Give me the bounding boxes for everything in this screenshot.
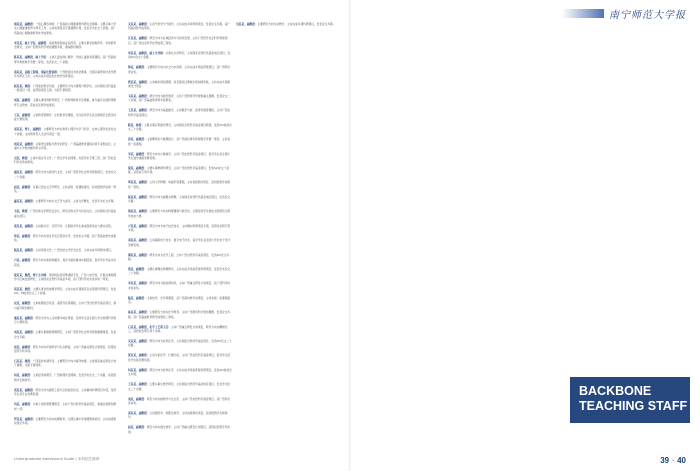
staff-bio: 主讲中国古代文学，广西文学学会理事，出版学术专著三部，获广西社会科学优秀成果奖。 bbox=[14, 156, 117, 165]
staff-name: 黄某某，副教授： bbox=[14, 387, 36, 392]
staff-name: 邓某某，副教授： bbox=[128, 238, 150, 243]
staff-entry bbox=[14, 402, 118, 411]
staff-name: 赵某，副教授： bbox=[128, 425, 147, 430]
staff-entry bbox=[14, 41, 118, 50]
staff-name: 李某某，硕士学位，副教授： bbox=[14, 40, 49, 45]
staff-name: 张某某，副教授： bbox=[128, 353, 150, 358]
staff-entry bbox=[128, 353, 232, 362]
staff-entry bbox=[14, 316, 118, 325]
staff-entry bbox=[128, 296, 232, 305]
staff-name: 钟某，副教授： bbox=[128, 65, 147, 70]
staff-bio: 主讲外国文学，广西比较文学学会会员，主持完成多项教改项目。 bbox=[35, 248, 114, 253]
staff-name: 林某某，副教授： bbox=[128, 310, 150, 315]
staff-bio: 主要研究方向为水文与水资源，主持完成多项省部级项目，获广西科技进步奖。 bbox=[128, 65, 231, 74]
staff-entry bbox=[14, 287, 118, 296]
staff-name: 胡某某，副教授： bbox=[14, 22, 36, 26]
staff-entry bbox=[14, 234, 118, 243]
backbone-banner bbox=[570, 377, 690, 423]
staff-bio: 研究方向为有机化学，主持国家自然科学基金项目，发表SCI论文二十余篇。 bbox=[128, 338, 232, 348]
staff-bio: 研究方向为测绘工程与空间信息技术，主持横向科研项目多项，指导学生获专业竞赛奖项。 bbox=[14, 387, 117, 397]
staff-name: 何某，副教授： bbox=[14, 373, 33, 378]
staff-bio: 主要从事生物学研究，主持国家自然科学基金地区项目，发表学术论文二十余篇。 bbox=[128, 382, 231, 391]
staff-name: 陆某某，副教授： bbox=[14, 248, 36, 253]
staff-entry bbox=[14, 301, 118, 310]
staff-bio: 主要研究方向为动物学，主持完成多项科研项目，发表论文多篇。 bbox=[257, 22, 336, 26]
staff-entry bbox=[128, 65, 232, 74]
staff-name: 覃某某，副教授： bbox=[128, 180, 150, 185]
footer-left bbox=[14, 457, 99, 462]
staff-bio: 研究方向为凝聚态物理，主持国家自然科学基金地区项目，发表论文多篇。 bbox=[128, 194, 231, 204]
staff-name: 卢某某，副教授： bbox=[128, 223, 150, 228]
staff-name: 卢某，副教授： bbox=[14, 258, 33, 263]
staff-entry bbox=[128, 51, 232, 60]
staff-name: 何某某，副教授： bbox=[128, 367, 150, 372]
staff-name: 石某某，副教授，化学工艺系主任： bbox=[128, 324, 171, 329]
staff-name: 农某，副教授： bbox=[14, 301, 33, 306]
staff-bio: 主讲遗传学、细胞生物学，主持省级教改项目，获校级教学名师称号。 bbox=[128, 410, 228, 420]
staff-bio: 主要从事应用数学研究，主持国家自然科学基金项目两项，发表SCI收录论文三十余篇。 bbox=[128, 122, 232, 132]
staff-entry bbox=[128, 281, 232, 290]
staff-bio: 研究方向为语言学及应用语言学，发表论文多篇，获广西高校教学成果奖。 bbox=[14, 233, 117, 243]
staff-name: 梁某，副教授： bbox=[128, 266, 147, 271]
staff-name: 关某某，副教授： bbox=[128, 22, 150, 26]
text-column-3 bbox=[236, 22, 344, 32]
staff-bio: 研究方向为微生物学，主持广西重点研发计划项目，获授权发明专利多项。 bbox=[128, 425, 231, 434]
staff-bio: 研究方向为数学教育，主持广西教育科学规划重点课题，发表论文二十余篇，获广西基础教育教学成果奖。 bbox=[128, 94, 231, 103]
staff-entry bbox=[14, 55, 118, 64]
page-number-b: 40 bbox=[677, 456, 686, 465]
staff-bio: 国务院政府特殊津贴专家，广西八桂学者，长期从事地理学与区域发展研究，主持国家自然科学基金多项，获广西科学技术进步奖一等奖。 bbox=[14, 272, 117, 281]
staff-bio: 高校教师资格证获得者，主要从事学前教育学、学前教育史研究，主持广西教育科学规划课题多项，参编教材两部。 bbox=[14, 40, 117, 50]
staff-name: 黄某，副教授： bbox=[128, 137, 147, 142]
staff-name: 王某某，副教授： bbox=[128, 108, 150, 113]
section-title: 南宁师范大学报 bbox=[609, 10, 686, 21]
staff-entry bbox=[14, 98, 118, 107]
staff-bio: 主讲热学、光学等课程，获广西高校教学成果奖，主持省级一流课程建设。 bbox=[128, 295, 231, 305]
staff-entry bbox=[14, 156, 118, 165]
staff-entry bbox=[128, 382, 232, 391]
section-header bbox=[562, 6, 686, 21]
staff-entry bbox=[128, 224, 232, 233]
staff-bio: 研究方向为电子信息技术，主持横向科研项目多项，获授权发明专利多项。 bbox=[128, 223, 231, 233]
staff-bio: 主讲地理信息系统、遥感导论等课程，主持广西自然科学基金项目，参与编写规划教材。 bbox=[14, 301, 117, 310]
staff-name: 莫某某，教授： bbox=[14, 286, 33, 291]
footer-left-text: Undergraduate Admissions Guide | 本科招生简章 bbox=[14, 457, 100, 461]
staff-bio: 研究方向为植物学与生态学，主持广西自然科学基金项目，获广西科技进步奖。 bbox=[128, 396, 231, 405]
staff-entry bbox=[14, 330, 118, 339]
header-gradient-bar bbox=[562, 9, 604, 18]
staff-bio: 主要研究方向为文艺学与美学，主讲文学概论，发表学术论文多篇。 bbox=[35, 199, 117, 204]
staff-bio: 研究方向为基础数学，主讲数学分析、高等代数等课程，主持广西自然科学基金项目。 bbox=[128, 108, 231, 117]
staff-entry bbox=[14, 209, 118, 218]
staff-bio: 研究方向为光学工程，主持广西自然科学基金项目，发表SCI论文多篇。 bbox=[128, 252, 230, 261]
staff-bio: 从事语文课程与教学论研究，广西基础教育课程改革专家组成员，主编中小学教材辅导用书多部。 bbox=[14, 141, 117, 151]
staff-bio: 从事生态学研究，主持国家自然科学基金地区项目，发表SCI论文十余篇。 bbox=[128, 50, 231, 60]
staff-entry bbox=[14, 142, 118, 151]
staff-bio: 主要从事物理学研究，主持广西自然科学基金项目，发表SCI论文十余篇，获授权专利多项。 bbox=[128, 166, 230, 175]
staff-entry bbox=[14, 70, 118, 79]
staff-entry bbox=[14, 258, 118, 267]
staff-entry bbox=[128, 397, 232, 406]
staff-bio: 研究方向为材料化学，主持完成多项省部级科研项目，发表SCI收录论文多篇。 bbox=[128, 367, 232, 377]
staff-entry bbox=[14, 273, 118, 282]
staff-entry bbox=[128, 238, 232, 247]
staff-bio: 广西教育技术协会理事，长期从事教育技术学教学与研究工作，主持完成多项信息化教学改革项目。 bbox=[14, 69, 117, 79]
staff-bio: 主要从事理论物理研究，主持完成多项省部级科研项目，发表学术论文二十余篇。 bbox=[128, 266, 231, 276]
staff-entry bbox=[14, 417, 118, 426]
staff-entry bbox=[128, 94, 232, 103]
staff-bio: 主讲概率论与数理统计，获广西高校青年教师教学竞赛一等奖，主持省级一流课程。 bbox=[128, 137, 231, 146]
staff-entry bbox=[128, 80, 232, 89]
staff-entry bbox=[128, 180, 232, 189]
staff-bio: 研究方向为环境科学与生态修复，主持广西重点研发计划项目，获授权发明专利多项。 bbox=[14, 344, 117, 353]
staff-bio: 主要研究方向为物理课程与教学论，长期指导学生参加全国师范生教学技能大赛。 bbox=[128, 209, 231, 218]
staff-name: 潘某某，副教授： bbox=[14, 315, 36, 320]
staff-entry bbox=[14, 127, 118, 136]
staff-name: 曾某某，副教授： bbox=[128, 79, 150, 84]
staff-bio: 研究方向为新能源材料，主持广西重点研发计划项目，获广西科学技术进步奖。 bbox=[128, 281, 231, 290]
staff-entry bbox=[128, 209, 232, 218]
page-number-separator: ・ bbox=[669, 456, 678, 465]
staff-entry bbox=[128, 123, 232, 132]
staff-entry bbox=[14, 113, 118, 122]
staff-bio: 主讲城乡规划原理，具有国家注册城乡规划师资格，主持完成多项规划设计项目。 bbox=[128, 79, 231, 89]
staff-entry bbox=[14, 170, 118, 179]
staff-name: 陈某某，副教授，硕士学位： bbox=[14, 55, 49, 60]
page-number bbox=[660, 455, 686, 466]
text-column-1 bbox=[14, 22, 118, 431]
staff-name: 冯某，副教授： bbox=[14, 402, 33, 407]
staff-name: 赵某，副教授： bbox=[14, 184, 33, 189]
staff-bio: 主要研究方向为化学教育，主持广西教育科学规划课题，发表论文多篇，获广西基础教育教学成果奖二等奖。 bbox=[128, 310, 231, 319]
staff-bio: 研究方向为人文地理与城乡规划，指导学生获全国大学生地理科学展示大赛奖项。 bbox=[14, 315, 117, 325]
staff-name: 胡某某，副教授： bbox=[128, 209, 150, 214]
staff-bio: 从事汉语言文字学研究，主持省级一流课程建设，获校级教学成果一等奖。 bbox=[14, 184, 117, 194]
staff-bio: 主讲经济地理学，广西地理学会理事，发表学术论文二十余篇，获校级教学名师称号。 bbox=[14, 373, 117, 382]
staff-entry bbox=[128, 310, 232, 319]
staff-name: 李某某，副教授： bbox=[128, 281, 150, 286]
staff-name: 覃某，副教授： bbox=[14, 233, 33, 238]
staff-entry bbox=[128, 339, 232, 348]
staff-bio: 主持广西重点研发计划项目，研究方向为精细化工，获授权发明专利十余项。 bbox=[128, 324, 228, 333]
staff-bio: 主讲教育管理学、比较教育学课程，多次指导学生获全国师范生教学技能大赛奖项。 bbox=[14, 112, 117, 122]
staff-entry bbox=[14, 373, 118, 382]
staff-name: 刘某，副教授： bbox=[128, 396, 147, 401]
staff-name: 刘某，副教授： bbox=[14, 98, 33, 103]
staff-entry bbox=[14, 388, 118, 397]
staff-bio: 主讲模拟电子技术、数字电子技术，指导学生获全国大学生电子设计竞赛奖项。 bbox=[128, 238, 231, 247]
staff-entry bbox=[14, 84, 118, 93]
staff-bio: 主要从事特殊教育研究，广西特殊教育学会理事，参与编写全国特殊教育专业教材，获自治区教学成果奖。 bbox=[14, 98, 117, 107]
staff-bio: 研究方向为计算数学，主持广西自然科学基金项目，指导学生获全国大学生数学建模竞赛奖项。 bbox=[128, 151, 231, 161]
book-spine bbox=[349, 0, 351, 471]
staff-name: 黄某某，高级工程师，国家注册讲师： bbox=[14, 69, 60, 74]
staff-name: 王某，副教授： bbox=[14, 112, 33, 117]
staff-bio: 主要研究方向为地理教育，长期从事中学地理教师培训，主持省级教改项目多项。 bbox=[14, 416, 117, 425]
staff-entry bbox=[14, 199, 118, 203]
staff-name: 周某某，副教授： bbox=[14, 141, 36, 146]
staff-entry bbox=[14, 185, 118, 194]
staff-name: 廖某某，副教授： bbox=[14, 199, 36, 204]
staff-name: 陆某，副教授： bbox=[128, 295, 147, 300]
banner-line-1: BACKBONE bbox=[579, 384, 652, 398]
staff-name: 李某，副教授： bbox=[128, 151, 147, 156]
page-number-a: 39 bbox=[660, 456, 670, 465]
staff-bio: 主讲儿童发展心理学、学前儿童游戏等课程。获广西高校青年教师教学竞赛二等奖，发表论文二十余篇。 bbox=[14, 55, 117, 64]
staff-entry bbox=[128, 108, 232, 117]
staff-name: 唐某，副教授： bbox=[14, 344, 33, 349]
staff-name: 吴某，教授： bbox=[14, 156, 31, 161]
staff-name: 石某某，教授： bbox=[14, 358, 33, 363]
staff-name: 蒙某某，教授，博士生导师： bbox=[14, 272, 49, 277]
staff-bio: 主要从事旅游管理研究，主持广西哲学社会科学规划课题两项，发表论文多篇。 bbox=[14, 330, 117, 339]
staff-bio: 主讲分析化学、仪器分析，主持广西自然科学基金项目，指导学生获化学实验竞赛奖项。 bbox=[128, 353, 231, 362]
staff-name: 梁某某，副教授： bbox=[14, 223, 36, 228]
staff-bio: 从事土地资源管理研究，主持广西自然科学基金项目，参编全国规划教材一部。 bbox=[14, 402, 117, 411]
staff-bio: 研究方向为区域经济与可持续发展，主持广西哲学社会科学规划项目，获广西社会科学优秀成果三等奖。 bbox=[128, 36, 228, 45]
staff-name: 刘某某，副教授： bbox=[14, 330, 36, 335]
staff-name: 王某某，副教授： bbox=[128, 382, 150, 387]
staff-entry bbox=[14, 345, 118, 354]
staff-bio: 研究方向为现当代文学，主持广西哲学社会科学规划项目，发表论文二十余篇。 bbox=[14, 170, 117, 179]
staff-bio: 主讲秘书学、应用写作，长期指导学生参加创新创业大赛并获奖。 bbox=[35, 223, 114, 228]
staff-name: 岑某某，副教授，硕士生导师： bbox=[128, 50, 166, 55]
staff-name: 杨某某，教授： bbox=[14, 84, 33, 89]
staff-entry bbox=[128, 195, 232, 204]
staff-name: 陈某，教授： bbox=[128, 122, 145, 127]
staff-entry bbox=[128, 411, 232, 420]
banner-line-2: TEACHING STAFF bbox=[579, 399, 688, 413]
text-column-2 bbox=[128, 22, 232, 440]
staff-name: 杨某某，副教授： bbox=[128, 194, 150, 199]
staff-entry bbox=[128, 425, 232, 434]
staff-name: 邓某某，博士，副教授： bbox=[14, 127, 44, 132]
staff-bio: 主要研究方向为教育心理学与学习科学，在核心期刊发表论文十余篇，主持教育部人文社科项目一项。 bbox=[14, 127, 117, 136]
staff-bio: 一级心理咨询师，广西高校心理健康教育研究会理事。主要从事大学生心理健康教育与研究工作。主持省部级及厅级课题多项，发表学术论文十余篇，获广西高校心理健康教育优秀成果奖。 bbox=[14, 22, 117, 35]
staff-name: 蒙某，副教授： bbox=[128, 166, 147, 171]
staff-entry bbox=[14, 359, 118, 368]
staff-entry bbox=[128, 152, 232, 161]
staff-entry bbox=[128, 267, 232, 276]
staff-entry bbox=[128, 325, 232, 334]
staff-name: 甘某某，副教授： bbox=[128, 36, 150, 41]
staff-entry bbox=[128, 253, 232, 262]
staff-name: 黄某某，副教授： bbox=[128, 410, 150, 415]
staff-name: 谭某某，副教授： bbox=[128, 252, 150, 257]
staff-entry bbox=[128, 368, 232, 377]
staff-bio: 研究方向为新闻传播学，具有丰富的媒体实践经验，指导学生作品多次获奖。 bbox=[14, 258, 117, 267]
staff-bio: 广西民族文学研究会会长，研究壮族文学与民间文化，主持国家社科基金重点项目。 bbox=[14, 209, 117, 218]
staff-bio: 主讲大学物理、电磁学等课程，主持省级教改项目，获校级教学成果奖一等奖。 bbox=[128, 180, 231, 189]
staff-entry bbox=[128, 137, 232, 146]
staff-entry bbox=[14, 224, 118, 228]
staff-bio: 主要从事自然地理学研究，主持完成多项国家及省部级科研项目，发表SCI、EI收录论文三十余篇。 bbox=[14, 286, 117, 296]
staff-entry bbox=[14, 248, 118, 252]
staff-entry bbox=[236, 22, 344, 26]
staff-entry bbox=[128, 166, 232, 175]
staff-entry bbox=[128, 22, 232, 31]
staff-bio: 广西高校卓越学者，主要研究方向为海洋地理，主持国家重点研发计划子课题，出版专著两部。 bbox=[14, 358, 117, 368]
staff-name: 韦某某，副教授： bbox=[128, 94, 150, 99]
staff-entry bbox=[14, 22, 118, 35]
staff-entry bbox=[128, 36, 232, 45]
staff-bio: 广西高校教学名师，主要研究方向为课程与教学论，主持国家社科基金一般项目一项，省部级项目五项，出版专著两部。 bbox=[14, 84, 117, 93]
staff-name: 罗某某，副教授： bbox=[14, 416, 36, 421]
staff-name: 宋某某，副教授： bbox=[128, 338, 150, 343]
staff-bio: 主讲气象学与气候学，主持完成多项科研项目，发表论文多篇，获广西高校教学成果奖。 bbox=[128, 22, 231, 31]
staff-name: 谢某某，副教授： bbox=[14, 170, 36, 175]
staff-name: 吴某某，副教授： bbox=[236, 22, 258, 26]
staff-name: 韦某，教授： bbox=[14, 209, 31, 214]
